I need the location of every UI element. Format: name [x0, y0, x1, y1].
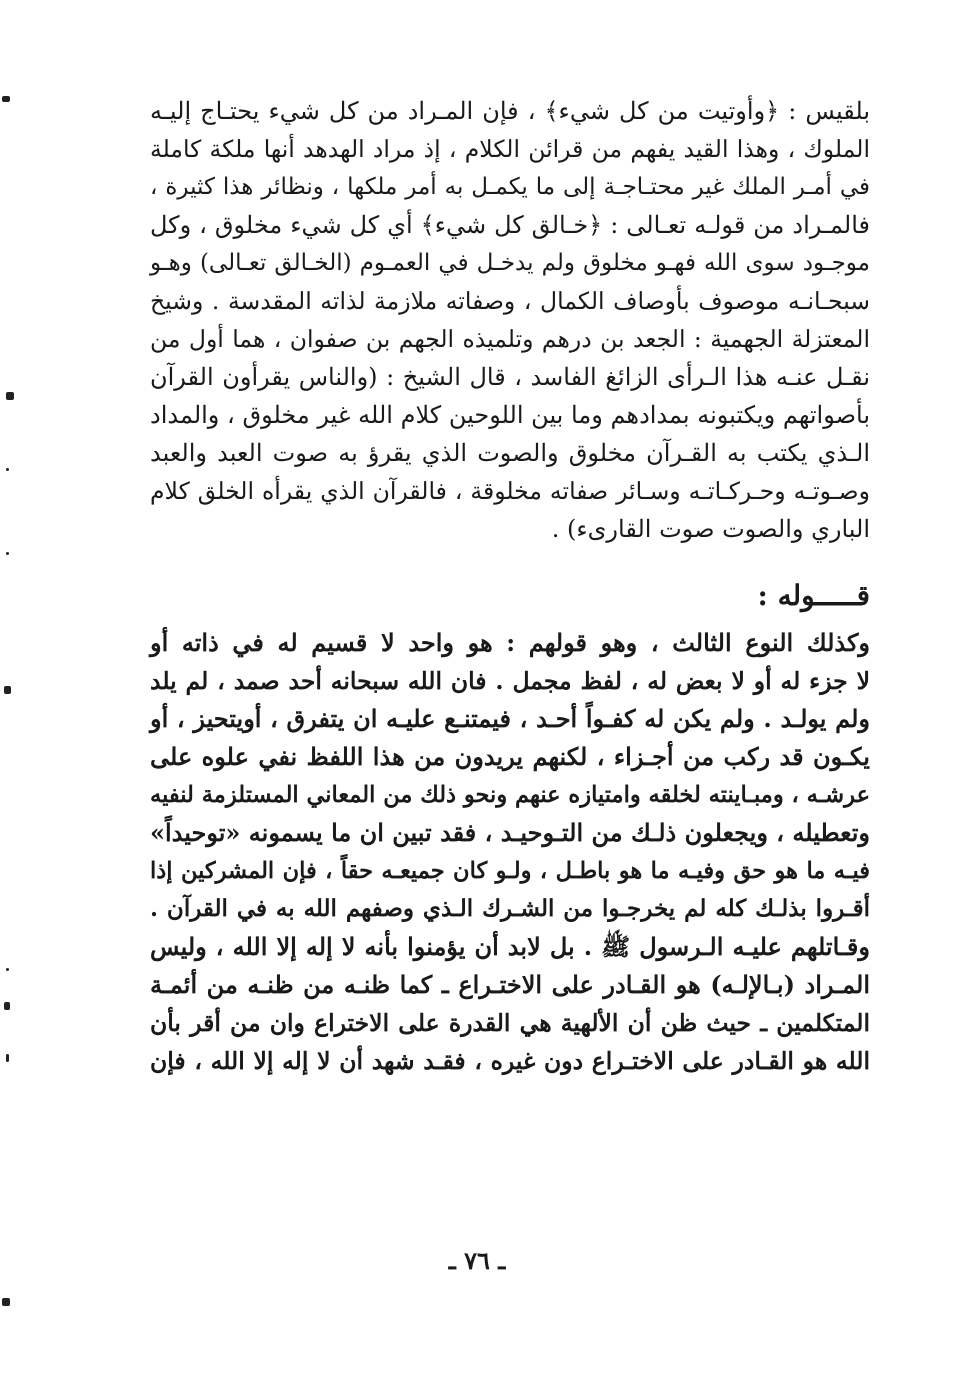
text-line: المتكلمين ـ حيث ظن أن الألهية هي القدرة على الاختراع وان من أقر بأن — [150, 1009, 870, 1037]
page-number: ـ ٧٦ ـ — [448, 1246, 506, 1275]
text-line: ولم يولـد . ولم يكن له كفـواً أحـد ، فيمتنـع عليـه ان يتفرق ، أويتحيز ، أو — [150, 704, 870, 733]
text-line: سبحـانـه موصوف بأوصاف الكمال ، وصفاته ملازمة لذاته المقدسة . وشيخ — [150, 287, 870, 315]
section-heading: قـــــوله : — [757, 579, 870, 612]
scan-mark — [2, 96, 10, 102]
paragraph-2 — [150, 624, 870, 1080]
document-page — [150, 92, 870, 1080]
text-line: نقـل عنـه هذا الـرأى الزائغ الفاسد ، قال الشيخ : (والناس يقرأون القرآن — [150, 363, 870, 391]
scan-mark — [4, 686, 11, 694]
paragraph-1 — [150, 92, 870, 548]
scan-mark — [2, 1298, 10, 1306]
text-line: المـراد (بـالإلـه) هو القـادر على الاختـراع ـ كما ظنـه من ظنـه من أئمـة — [150, 970, 870, 999]
text-line: وقـاتلهم عليـه الـرسول ﷺ . بل لابد أن يؤمنوا بأنه لا إله إلا الله ، وليس — [150, 932, 870, 961]
scan-mark — [6, 468, 9, 471]
scan-mark — [6, 392, 14, 400]
text-line: وصـوتـه وحـركـاتـه وسـائر صفاته مخلوقة ، فالقرآن الذي يقرأه الخلق كلام — [150, 477, 870, 505]
text-line: الـذي يكتب به القـرآن مخلوق والصوت الذي يقرؤ به صوت العبد والعبد — [150, 439, 870, 467]
text-line: وتعطيله ، ويجعلون ذلـك من التـوحيـد ، فقد تبين ان ما يسمونه «توحيداً» — [150, 818, 870, 847]
scan-mark — [6, 1054, 9, 1062]
text-line: فيـه ما هو حق وفيـه ما هو باطـل ، ولـو كان جميعـه حقاً ، فإن المشركين إذا — [150, 858, 870, 884]
text-line: الباري والصوت صوت القارىء) . — [551, 515, 870, 543]
text-line: لا جزء له أو لا بعض له ، لفظ مجمل . فان الله سبحانه أحد صمد ، لم يلد — [150, 667, 870, 695]
scan-mark — [6, 552, 9, 555]
text-line: أقـروا بذلـك كله لم يخرجـوا من الشـرك الـذي وصفهم الله به في القرآن . — [150, 895, 870, 922]
text-line: يكـون قد ركب من أجـزاء ، لكنهم يريدون من هذا اللفظ نفي علوه على — [150, 742, 870, 771]
text-line: الملوك ، وهذا القيد يفهم من قرائن الكلام ، إذ مراد الهدهد أنها ملكة كاملة — [150, 135, 870, 163]
text-line: المعتزلة الجهمية : الجعد بن درهم وتلميذه الجهم بن صفوان ، هما أول من — [150, 325, 870, 353]
text-line: عرشـه ، ومبـاينته لخلقه وامتيازه عنهم ونحو ذلك من المعاني المستلزمة لنفيه — [150, 782, 870, 808]
text-line: فالمـراد من قولـه تعـالى : ﴿خـالق كل شيء﴾ أي كل شيء مخلوق ، وكل — [150, 211, 870, 239]
text-line: بأصواتهم ويكتبونه بمدادهم وما بين اللوحين كلام الله غير مخلوق ، والمداد — [150, 401, 870, 429]
text-line: وكذلك النوع الثالث ، وهو قولهم : هو واحد لا قسيم له في ذاته أو — [150, 628, 870, 657]
text-line: موجـود سوى الله فهـو مخلوق ولم يدخـل في العمـوم (الخـالق تعـالى) وهـو — [150, 250, 870, 276]
scan-mark — [6, 968, 9, 971]
text-line: بلقيس : ﴿وأوتيت من كل شيء﴾ ، فإن المـراد من كل شيء يحتـاج إليـه — [150, 97, 870, 125]
scan-mark — [4, 1002, 10, 1010]
text-line: في أمـر الملك غير محتـاجـة إلى ما يكمـل به أمر ملكها ، ونظائر هذا كثيرة ، — [150, 174, 870, 200]
text-line: الله هو القـادر على الاختـراع دون غيره ، فقـد شهد أن لا إله إلا الله ، فإن — [150, 1047, 870, 1075]
